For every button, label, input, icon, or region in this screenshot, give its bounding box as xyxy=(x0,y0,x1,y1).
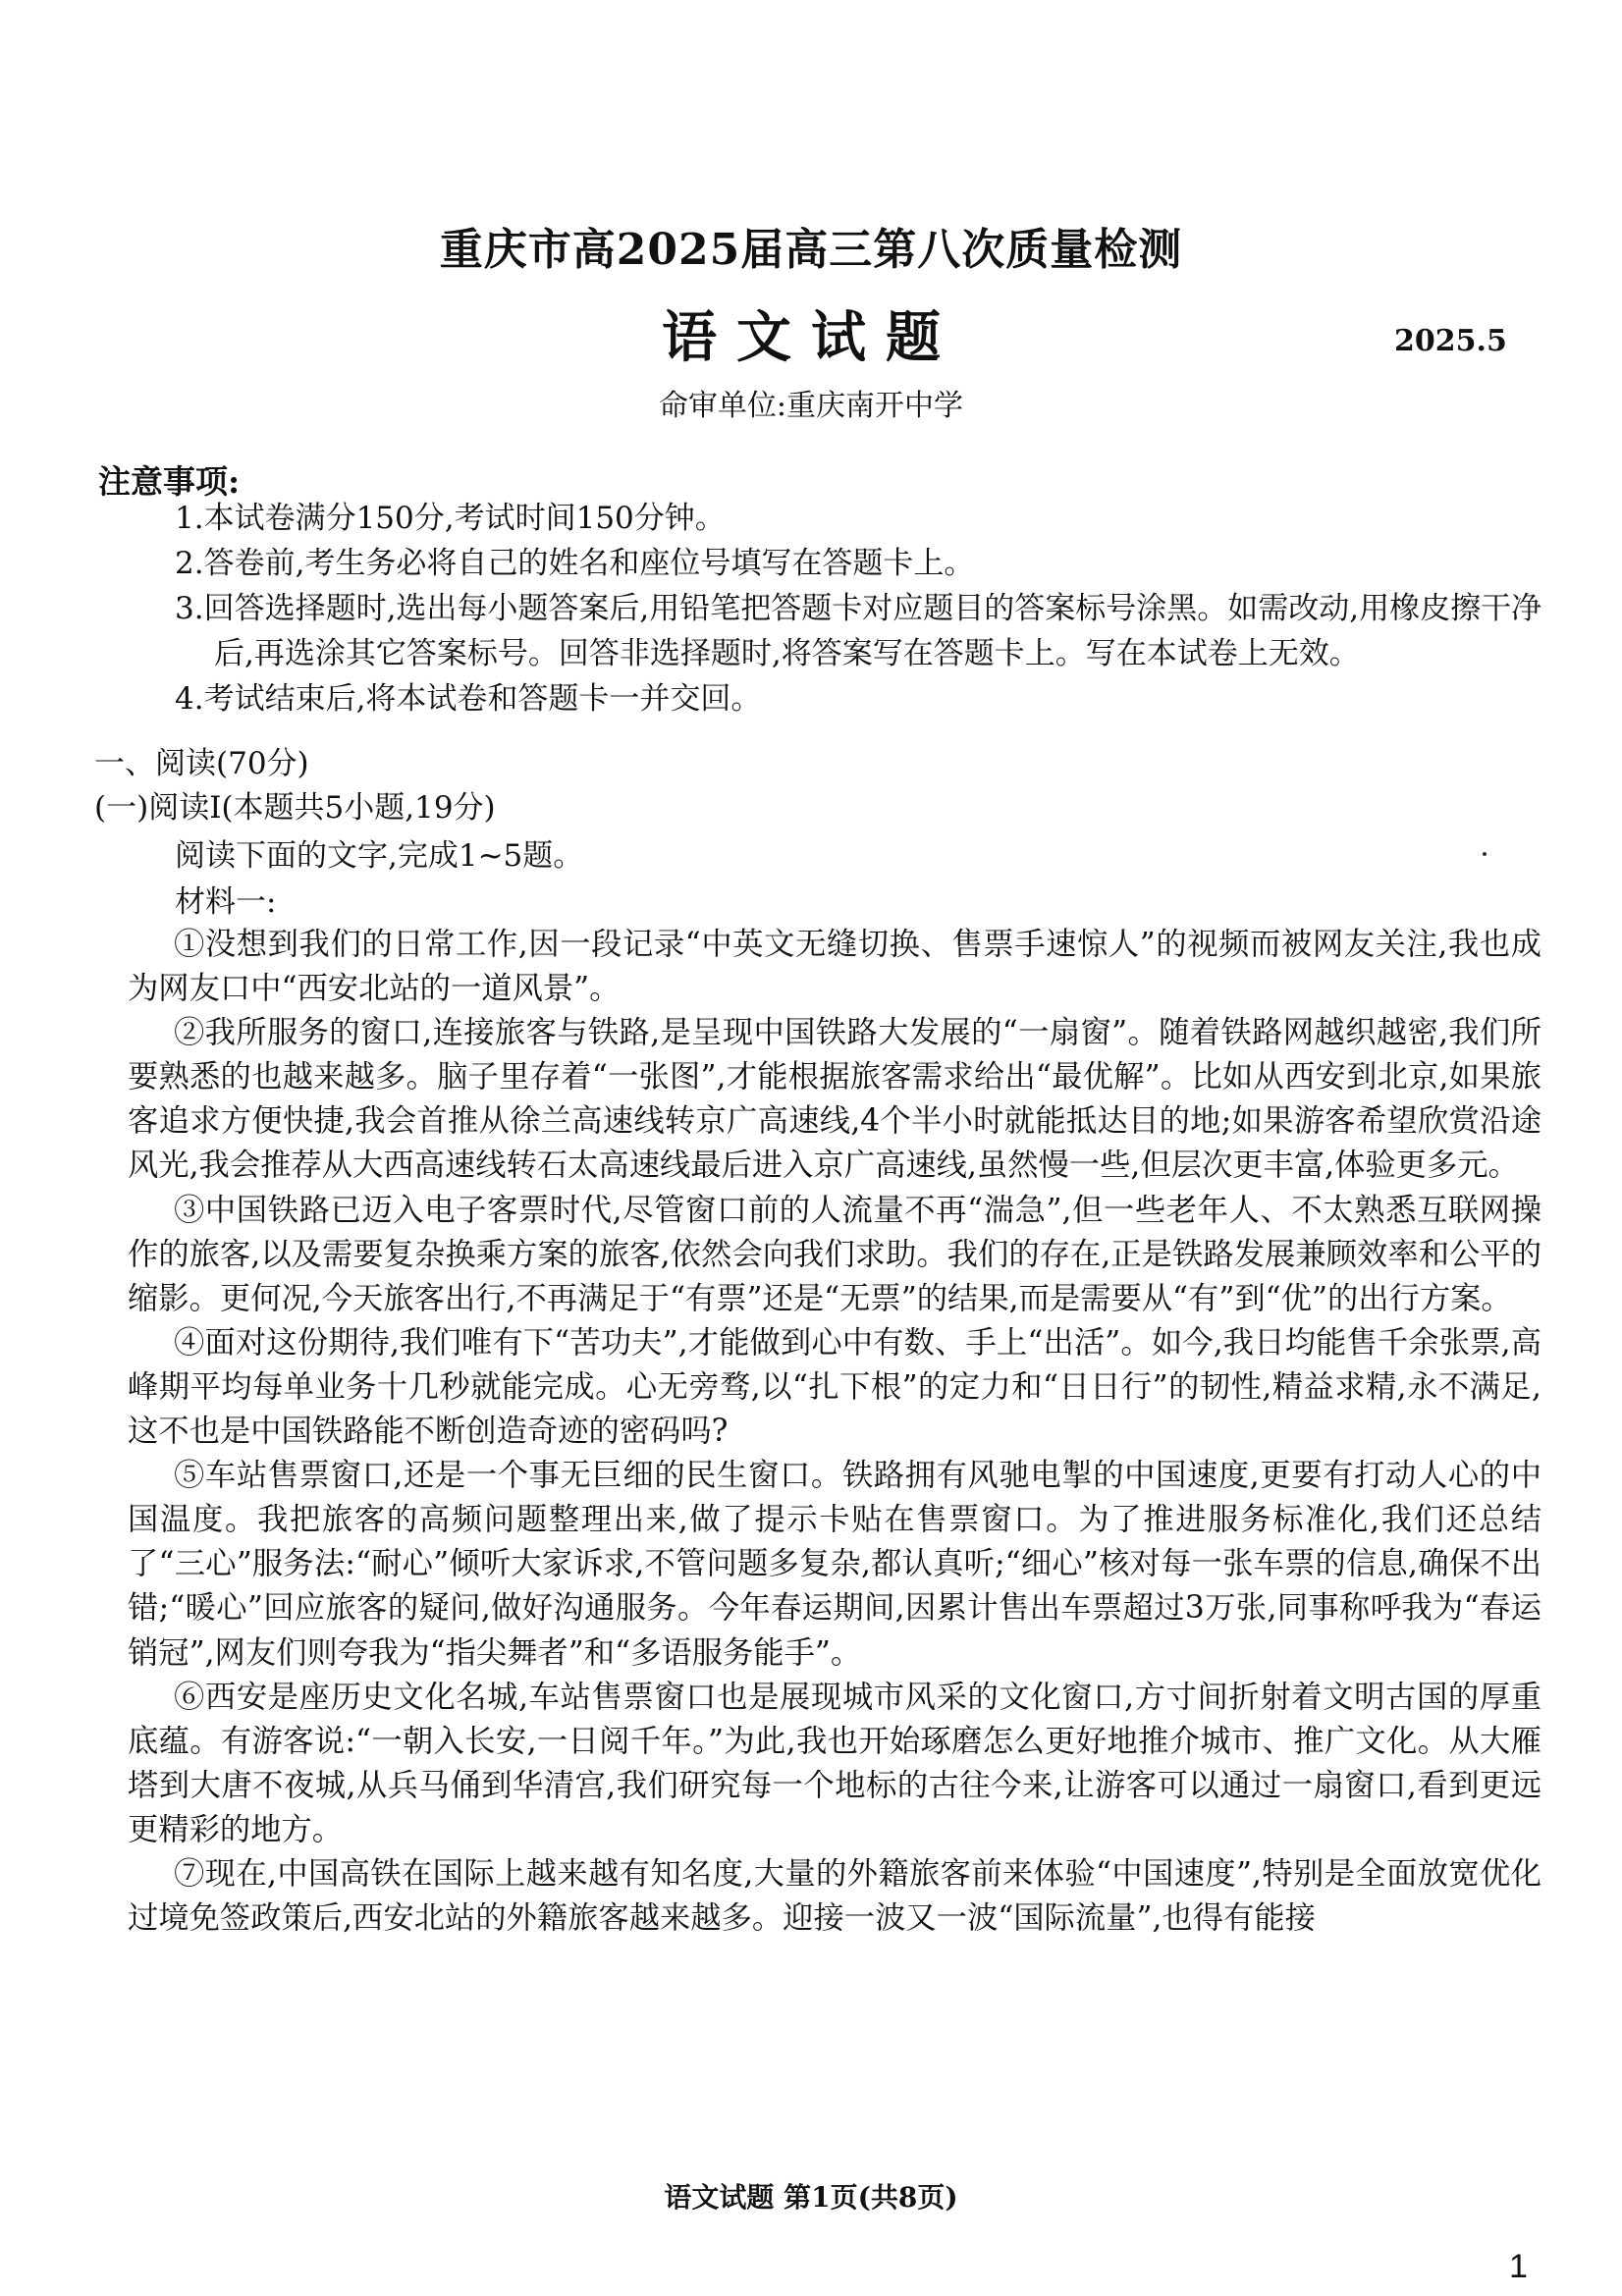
exam-title: 重庆市高2025届高三第八次质量检测 xyxy=(439,225,1183,275)
setting-unit: 命审单位:重庆南开中学 xyxy=(658,389,964,423)
notice-item: 1.本试卷满分150分,考试时间150分钟。 xyxy=(175,501,726,536)
notice-title: 注意事项: xyxy=(98,462,241,501)
passage-paragraph: ④面对这份期待,我们唯有下“苦功夫”,才能做到心中有数、手上“出活”。如今,我日均能售千余张票,高峰期平均每单业务十几秒就能完成。心无旁骛,以“扎下根”的定力和“日日行”的韧性,精益求精,永不满足,这不也是中国铁路能不断创造奇迹的密码吗? xyxy=(128,1324,1541,1450)
notice-item: 3.回答选择题时,选出每小题答案后,用铅笔把答题卡对应题目的答案标号涂黑。如需改动,用橡皮擦干净后,再选涂其它答案标号。回答非选择题时,将答案写在答题卡上。写在本试卷上无效。 xyxy=(175,591,1542,671)
section-heading: 一、阅读(70分) xyxy=(94,746,309,781)
notice-list xyxy=(175,496,1549,721)
passage-paragraph: ⑥西安是座历史文化名城,车站售票窗口也是展现城市风采的文化窗口,方寸间折射着文明古国的厚重底蕴。有游客说:“一朝入长安,一日阅千年。”为此,我也开始琢磨怎么更好地推介城市、推广文化。从大雁塔到大唐不夜城,从兵马俑到华清宫,我们研究每一个地标的古往今来,让游客可以通过一扇窗口,看到更远更精彩的地方。 xyxy=(128,1679,1541,1847)
notice-item: 2.答卷前,考生务必将自己的姓名和座位号填写在答题卡上。 xyxy=(175,546,975,581)
passage-paragraph: ①没想到我们的日常工作,因一段记录“中英文无缝切换、售票手速惊人”的视频而被网友关注,我也成为网友口中“西安北站的一道风景”。 xyxy=(128,927,1541,1007)
passage-paragraph: ③中国铁路已迈入电子客票时代,尽管窗口前的人流量不再“湍急”,但一些老年人、不太熟悉互联网操作的旅客,以及需要复杂换乘方案的旅客,依然会向我们求助。我们的存在,正是铁路发展兼顾效率和公平的缩影。更何况,今天旅客出行,不再满足于“有票”还是“无票”的结果,而是需要从“有”到“优”的出行方案。 xyxy=(128,1192,1541,1316)
reading-passage xyxy=(128,923,1541,1941)
subject-title: 语文试题 xyxy=(662,305,960,370)
scan-dot xyxy=(1483,852,1487,856)
passage-paragraph: ②我所服务的窗口,连接旅客与铁路,是呈现中国铁路大发展的“一扇窗”。随着铁路网越织越密,我们所要熟悉的也越来越多。脑子里存着“一张图”,才能根据旅客需求给出“最优解”。比如从西安到北京,如果旅客追求方便快捷,我会首推从徐兰高速线转京广高速线,4个半小时就能抵达目的地;如果游客希望欣赏沿途风光,我会推荐从大西高速线转石太高速线最后进入京广高速线,虽然慢一些,但层次更丰富,体验更多元。 xyxy=(128,1015,1541,1184)
exam-date: 2025.5 xyxy=(1394,324,1507,358)
reading-instruction: 阅读下面的文字,完成1~5题。 xyxy=(175,838,584,874)
notice-item: 4.考试结束后,将本试卷和答题卡一并交回。 xyxy=(175,681,762,717)
passage-paragraph: ⑤车站售票窗口,还是一个事无巨细的民生窗口。铁路拥有风驰电掣的中国速度,更要有打动人心的中国温度。我把旅客的高频问题整理出来,做了提示卡贴在售票窗口。为了推进服务标准化,我们还总结了“三心”服务法:“耐心”倾听大家诉求,不管问题多复杂,都认真听;“细心”核对每一张车票的信息,确保不出错;“暖心”回应旅客的疑问,做好沟通服务。今年春运期间,因累计售出车票超过3万张,同事称呼我为“春运销冠”,网友们则夸我为“指尖舞者”和“多语服务能手”。 xyxy=(128,1458,1541,1671)
subsection-heading: (一)阅读Ⅰ(本题共5小题,19分) xyxy=(94,790,496,826)
page-footer: 语文试题 第1页(共8页) xyxy=(664,2181,958,2214)
passage-paragraph: ⑦现在,中国高铁在国际上越来越有知名度,大量的外籍旅客前来体验“中国速度”,特别是全面放宽优化过境免签政策后,西安北站的外籍旅客越来越多。迎接一波又一波“国际流量”,也得有能接 xyxy=(128,1855,1541,1937)
page-number: 1 xyxy=(1509,2248,1528,2285)
material-label: 材料一: xyxy=(175,884,277,920)
